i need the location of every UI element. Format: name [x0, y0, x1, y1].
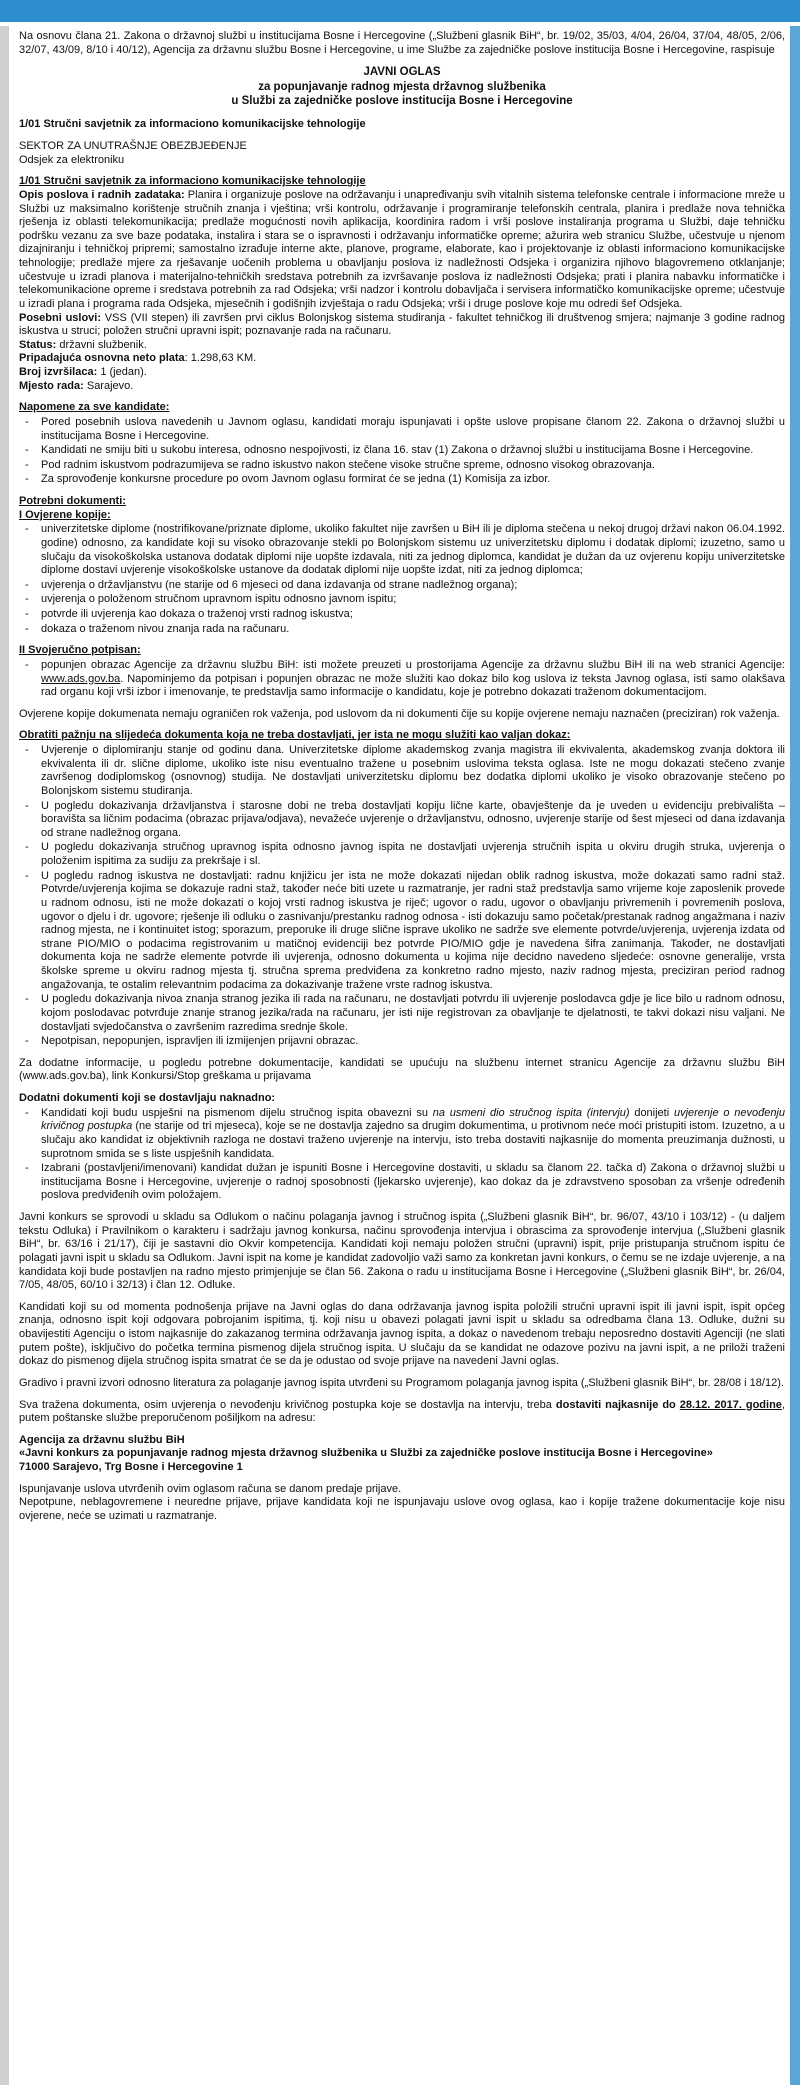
left-page-edge [0, 26, 9, 2085]
ad-title-line-1: JAVNI OGLAS [363, 66, 441, 79]
signed-text-after-link: . Napominjemo da potpisan i popunjen obrazac ne može služiti kao dokaz bilo kog uslova iz teksta Javnog oglasa, isti samo olakšava rad organu koji vrši izbor i imenovanje, te predstavlja samo informacije o kandidatu, koje je potrebno dokazati traženom dokumentacijom. [41, 672, 785, 699]
position-details [19, 175, 785, 393]
exam-note: Kandidati koji su od momenta podnošenja prijave na Javni oglas do dana održavanja javnog ispita položili stručni upravni ispit ili javni ispit, ispit općeg znanja, odnosno ispit koji odgovara pobrojanim ispitima, tj. koji nisu u obavezi polagati javni ispit u skladu sa odredbama člana 13. Odluke, dužni su obavijestiti Agenciju o istom najkasnije do zakazanog termina održavanja javnog ispita, a dokaz o navedenom trebaju neposredno dostaviti Agenciji (ne slati putem pošte), isključivo do početka termina pismenog dijela stručnog ispita. U slučaju da se kandidat ne odazove pozivu na javni ispit, a ne priloži traženi dokaz do pismenog dijela stručnog ispita smatrat će se da je odustao od svoje prijave na navedeni Javni oglas. [19, 1300, 785, 1368]
executors-label: Broj izvršilaca: [19, 366, 98, 378]
top-color-banner [0, 0, 800, 22]
executors [19, 366, 785, 380]
department-name: Odsjek za elektroniku [19, 153, 125, 166]
deadline-text: , putem poštanske službe preporučenom pošiljkom na adresu: [19, 1398, 785, 1425]
list-item: - uvjerenja o položenom stručnom upravnom ispitu odnosno javnom ispitu; [19, 593, 785, 607]
deadline-text: Sva tražena dokumenta, osim uvjerenja o nevođenju krivičnog postupka koje se dostavlja na intervju, treba [19, 1398, 556, 1411]
literature-note: Gradivo i pravni izvori odnosno literatura za polaganje javnog ispita utvrđeni su Programom polaganja javnog ispita („Službeni glasnik BiH“, br. 28/08 i 18/12). [19, 1376, 784, 1389]
address-line-3: 71000 Sarajevo, Trg Bosne i Hercegovine 1 [19, 1461, 243, 1473]
later-documents-list [19, 1107, 785, 1203]
list-item: - U pogledu radnog iskustva ne dostavljati: radnu knjižicu jer ista ne može dokazati nijedan oblik radnog iskustva, može dokazati samo radni staž. Potvrde/uvjerenja kojima se dokazuje radni staž, također neće biti uzete u razmatranje, jer radni staž predstavlja samo vrijeme koje zaposlenik provede u radnom odnosu, isti ne može dokazati o kojoj vrsti radnog iskustva je riječ; ugovor o radu, ugovor o obavljanju privremenih i povremenih poslova, ugovor o djelu i dr. ugovore; rješenje ili odluku o zasnivanju/prestanku radnog odnosa - isti dokazuju samo početak/prestanak radnog angažmana i naziv radnog mjesta, ne i kontinuitet istog; sporazum, preporuke ili druge slične isprave ukoliko ne sadrže sve elemente potvrde/uvjerenja, uvjerenja izdata od strane PIO/MIO o podacima registrovanim u matičnoj evidenciji bez potvrde PIO/MIO gdje je navedena šifra zanimanja. Također, ne dostavljati dokumenta koja ne sadrže elemente potvrde ili uvjerenja, odnosno dokumenta u kojima nije decidno navedeno sljedeće: osnovne generalije, vrsta školske spreme u okviru radnog mjesta tj. stručna sprema predviđena za konkretno radno mjesto, naziv radnog mjesta, preciziran period radnog angažovanja, te ostalim relevantnim podacima za dokazivanje tražene vrste radnog iskustva. [19, 870, 785, 993]
info-note: Za dodatne informacije, u pogledu potrebne dokumentacije, kandidati se upućuju na službenu internet stranicu Agencije za državnu službu BiH (www.ads.gov.ba), link Konkursi/Stop greškama u prijavama [19, 1056, 785, 1083]
address-line-1: Agencija za državnu službu BiH [19, 1433, 185, 1446]
duties [19, 189, 785, 312]
notes-heading: Napomene za sve kandidate: [19, 401, 170, 414]
list-item: - Za sprovođenje konkursne procedure po ovom Javnom oglasu formirat će se jedna (1) Komisija za izbor. [19, 473, 785, 487]
salary-text: : 1.298,63 KM. [184, 352, 257, 365]
closing-note-2: Nepotpune, neblagovremene i neuredne prijave, prijave kandidata koji ne ispunjavaju uslove ovog oglasa, kao i kopije tražene dokumentacije koje nisu ovjerene, neće se uzimati u razmatranje. [19, 1496, 785, 1522]
ad-title-line-3: u Službi za zajedničke poslove institucija Bosne i Hercegovine [231, 95, 573, 107]
documents-heading: Potrebni dokumenti: [19, 495, 126, 507]
list-item: - univerzitetske diplome (nostrifikovane/priznate diplome, ukoliko fakultet nije završen u BiH ili je diploma stečena u nekoj drugoj državi nakon 06.04.1992. godine) odnosno, za kandidate koji su visoko obrazovanje stekli po Bolonjskom sistemu uz univerzitetsku diplomu i dodatak diplomi; izuzetno, samo u slučaju da visokoškolska ustanova dodatak diplomi nije uopšte izdavala, niti za jednog diplomca, kandidat je dužan da uz ovjerenu kopiju univerzitetske diplome dostavi uvjerenje visokoškolske ustanove da dodatak diplomi nije uopšte izdat, niti za jednog diplomca; [19, 523, 785, 578]
list-item: - potvrde ili uvjerenja kao dokaza o traženoj vrsti radnog iskustva; [19, 608, 785, 622]
later-text: (ne starije od tri mjeseca), koje se ne dostavlja zajedno sa drugim dokumentima, u protivnom neće moći pristupiti istom. Izuzetno, a u slučaju ako kandidat iz objektivnih razloga ne dostavi traženo uvjerenje na intervju, isto treba dostaviti najkasnije do momenta preuzimanja dužnosti, u suprotnom smida se s liste uspješnih kandidata. [41, 1120, 786, 1160]
list-item [19, 1107, 785, 1162]
signed-form-heading: II Svojeručno potpisan: [19, 644, 141, 657]
certified-copies-heading: I Ovjerene kopije: [19, 508, 111, 521]
duties-label: Opis poslova i radnih zadataka: [19, 188, 185, 201]
list-item: - Izabrani (postavljeni/imenovani) kandidat dužan je ispuniti Bosne i Hercegovine dostaviti, u skladu sa članom 22. tačka d) Zakona o državnoj službi u institucijama Bosne i Hercegovine, uvjerenje o radnoj sposobnosti (ljekarsko uvjerenje), kao dokaz da je zdravstveno sposoban za vršenje određenih poslova predviđenih ovim položajem. [19, 1162, 785, 1203]
list-item: - Kandidati ne smiju biti u sukobu interesa, odnosno nespojivosti, iz člana 16. stav (1) Zakona o državnoj službi u institucijama Bosne i Hercegovine. [19, 444, 785, 458]
ad-title [19, 65, 785, 108]
intro-paragraph: Na osnovu člana 21. Zakona o državnoj službi u institucijama Bosne i Hercegovine („Službeni glasnik BiH“, br. 19/02, 35/03, 4/04, 26/04, 37/04, 48/05, 2/06, 32/07, 43/09, 8/10 i 40/12), Agencija za državnu službu Bosne i Hercegovine, u ime Službe za zajedničke poslove institucija Bosne i Hercegovine, raspisuje [19, 30, 785, 56]
list-item: - U pogledu dokazivanja nivoa znanja stranog jezika ili rada na računaru, ne dostavljati potvrdu ili uvjerenje poslodavca gdje je lice bilo u radnom odnosu, kojom poslodavac potvrđuje znanje stranog jezika/rada na računaru, jer isti nije registrovan za obavljanje te djelatnosti, te takvi dokazi nisu valjani. Ne dostavljati svjedočanstva o završenim razredima srednje škole. [19, 993, 785, 1034]
sector-name: SEKTOR ZA UNUTRAŠNJE OBEZBJEĐENJE [19, 140, 247, 152]
duties-text: Planira i organizuje poslove na održavanju i unapređivanju svih vitalnih sistema telefonske centrale i informacione mreže u Službi uz maksimalno korištenje stručnih znanja i vještina; vrši kontrolu, održavanje i programiranje telefonskih centrala, planira i predlaže nova tehnička rješenja iz oblasti telekomunikacija; predlaže mogućnosti novih aplikacija, koordinira radom i vrši poslove instaliranja programa u Službi, daje tehničku podršku vezanu za sve baze podataka, instalira i stara se o ispravnosti i održavanju informatičke opreme; ažurira web stranicu Službe, učestvuje u njenom dizajniranju i tehničkoj pripremi; samostalno izrađuje interne akte, planove, programe, elaborate, kao i projektovanje iz oblasti informaciono komunikacijske tehnologije; predlaže mjere za rješavanje uočenih problema u obavljanju poslova iz nadležnosti Odsjeka i organizira njihovo blagovremeno otklanjanje; učestvuje u izradi planova i materijalno-tehničkih sredstava potrebnih za izvršavanje poslova iz nadležnosti Odsjeka; prati i planira nabavku informatičke i telekomunikacione opreme i sredstava potrebnih za rad Odsjeka; vrši nadzor i kontrolu dobavljača i servisera informatičko komunikacijske opreme; učestvuje u izradi plana i programa rada Odsjeka, mjesečnih i godišnjih izvještaja o radu Odsjeka; vrši i druge poslove koje mu odredi šef Odsjeka. [19, 188, 785, 310]
later-text: Kandidati koji budu uspješni na pismenom dijelu stručnog ispita obavezni su [41, 1106, 433, 1119]
list-item: - U pogledu dokazivanja stručnog upravnog ispita odnosno javnog ispita ne dostavljati uvjerenja stručnih ispita u okviru drugih struka, uvjerenja o položenim ispitima za sudiju za prekršaje i sl. [19, 841, 785, 868]
later-italic-text: uvjerenje o nevođenju krivičnog postupka [41, 1106, 785, 1133]
list-item: - Pored posebnih uslova navedenih u Javnom oglasu, kandidati moraju ispunjavati i opšte uslove propisane članom 22. Zakona o državnoj službi u institucijama Bosne i Hercegovine. [19, 416, 785, 443]
list-item: - uvjerenja o državljanstvu (ne starije od 6 mjeseci od dana izdavanja od strane nadležnog organa); [19, 579, 785, 593]
address-line-2: «Javni konkurs za popunjavanje radnog mjesta državnog službenika u Službi za zajedničke poslove institucija Bosne i Hercegovine» [19, 1447, 713, 1460]
executors-text: 1 (jedan). [97, 366, 147, 378]
list-item: - dokaza o traženom nivou znanja rada na računaru. [19, 623, 785, 637]
conditions-label: Posebni uslovi: [19, 311, 102, 324]
status-text: državni službenik. [56, 338, 147, 351]
signed-form-list [19, 659, 785, 700]
list-item: - Uvjerenje o diplomiranju stanje od godinu dana. Univerzitetske diplome akademskog zvanja magistra ili ekvivalenta, akademskog zvanja doktora ili ekvivalenta ili dr. slične diplome, ukoliko iste nisu eventualno tražene u posebnim uslovima teksta oglasa. Iste ne mogu dokazati stečeno zvanje završenog dodiplomskog (osnovnog) studija. Ne dostavljati univerzitetsku diplomu bez dodatka diplomi ukoliko je visoko obrazovanje stečeno po Bolonjskom sistemu studiranja. [19, 744, 785, 799]
location-text: Sarajevo. [83, 379, 134, 392]
status-label: Status: [19, 338, 57, 351]
banner-gap [0, 22, 800, 26]
deadline-date: 28.12. 2017. godine [679, 1398, 782, 1411]
agency-website-link[interactable]: www.ads.gov.ba [41, 672, 121, 685]
deadline-bold-text: dostaviti najkasnije do [555, 1398, 680, 1411]
salary [19, 352, 785, 366]
mailing-address [19, 1434, 785, 1475]
organization-unit [19, 140, 785, 167]
salary-label: Pripadajuća osnovna neto plata [19, 352, 185, 365]
list-item: - Nepotpisan, nepopunjen, ispravljen ili izmijenjen prijavni obrazac. [19, 1035, 785, 1049]
later-italic-text: na usmeni dio stručnog ispita (intervju) [432, 1106, 630, 1119]
attention-heading: Obratiti pažnju na slijedeća dokumenta koja ne treba dostavljati, jer ista ne mogu služiti kao valjan dokaz: [19, 729, 571, 742]
position-heading-2: 1/01 Stručni savjetnik za informaciono komunikacijske tehnologije [19, 175, 366, 188]
work-location [19, 380, 785, 394]
closing-note-1: Ispunjavanje uslova utvrđenih ovim oglasom računa se danom predaje prijave. [19, 1482, 402, 1495]
list-item: - Pod radnim iskustvom podrazumijeva se radno iskustvo nakon stečene visoke stručne spreme, odnosno visokog obrazovanja. [19, 459, 785, 473]
later-text: donijeti [629, 1106, 674, 1119]
conditions [19, 312, 785, 339]
position-heading: 1/01 Stručni savjetnik za informaciono komunikacijske tehnologije [19, 118, 366, 131]
location-label: Mjesto rada: [19, 379, 84, 392]
right-color-strip [790, 26, 800, 2085]
signed-text-before-link: popunjen obrazac Agencije za državnu službu BiH: isti možete preuzeti u prostorijama Agencije za državnu službu BiH ili na web stranici Agencije: [41, 658, 785, 671]
list-item [19, 659, 785, 700]
job-advertisement [19, 30, 785, 1524]
deadline-note [19, 1399, 785, 1426]
procedure-note: Javni konkurs se sprovodi u skladu sa Odlukom o načinu polaganja javnog i stručnog ispita („Službeni glasnik BiH“, br. 96/07, 43/10 i 103/12) - (u daljem tekstu Odluka) i Pravilnikom o karakteru i sadržaju javnog konkursa, načinu sprovođenja intervjua i obrascima za sprovođenje intervjua („Službeni glasnik BiH“, br. 63/16 i 21/17), čiji je sastavni dio Okvir kompetencija. Kandidati koji nemaju položen stručni (upravni) ispit, prije pristupanja stručnom ispitu će polagati javni ispit u skladu sa Odlukom. Javni ispit na kome je kandidat zadovoljio važi samo za konkretan javni konkurs, o čemu se ne izdaje uvjerenje, a na kandidata koji bude postavljen na radno mjesto primjenjuje se član 56. Zakona o radu u institucijama Bosne i Hercegovine („Službeni glasnik BiH“, br. 26/04, 7/05, 48/05, 60/10 i 32/13) i član 12. Odluke. [19, 1211, 785, 1292]
status [19, 339, 785, 353]
ad-title-line-2: za popunjavanje radnog mjesta državnog službenika [258, 80, 546, 93]
certified-copies-list [19, 523, 785, 636]
conditions-text: VSS (VII stepen) ili završen prvi ciklus Bolonjskog sistema studiranja - fakultet tehničkog ili društvenog smjera; najmanje 3 godine radnog iskustva u struci; položen stručni upravni ispit; poznavanje rada na računaru. [19, 311, 785, 338]
list-item: - U pogledu dokazivanja državljanstva i starosne dobi ne treba dostavljati kopiju lične karte, obavještenje da je uveden u evidenciju prebivališta – boravišta sa ličnim podacima (obrazac prijava/odjava), nevažeće uvjerenje o državljanstvu, odnosno, uvjerenje starije od šest mjeseci od dana izdavanja od strane nadležnog organa. [19, 800, 785, 841]
notes-list [19, 416, 785, 487]
later-documents-heading: Dodatni dokumenti koji se dostavljaju naknadno: [19, 1092, 276, 1104]
validity-note: Ovjerene kopije dokumenata nemaju ograničen rok važenja, pod uslovom da ni dokumenti čije su kopije ovjerene nemaju naznačen (preciziran) rok važenja. [19, 707, 780, 720]
attention-list [19, 744, 785, 1049]
